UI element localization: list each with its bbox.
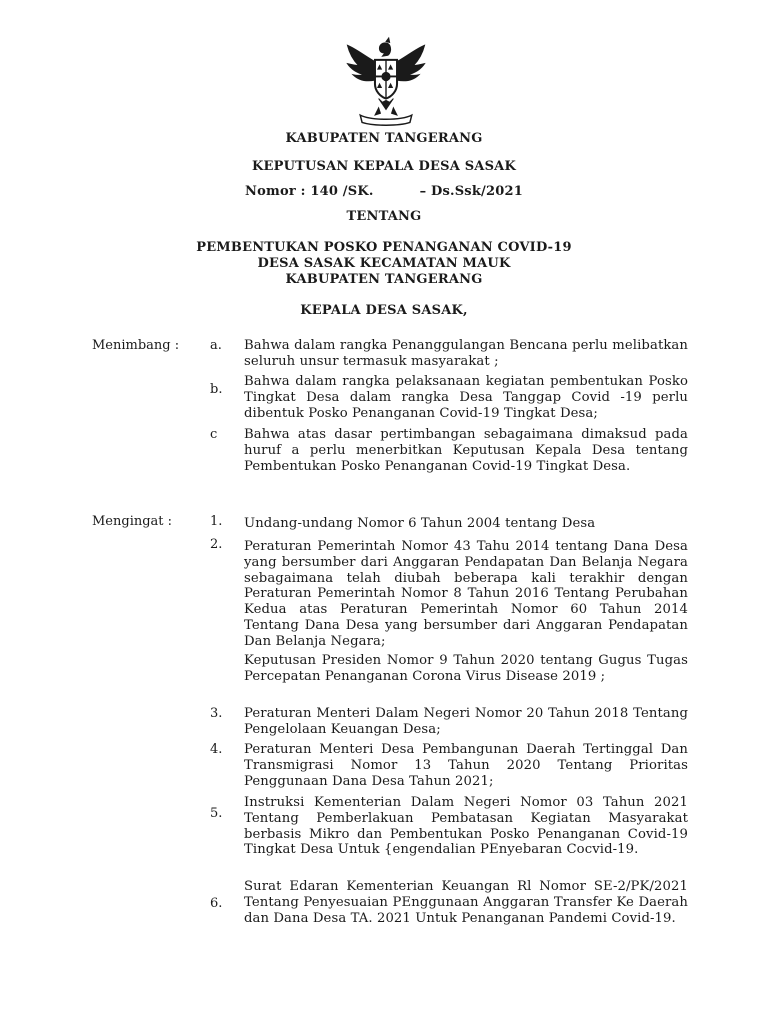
number-suffix: – Ds.Ssk/2021 xyxy=(419,184,523,199)
item-marker: a. xyxy=(210,338,222,353)
subject-line-1: PEMBENTUKAN POSKO PENANGANAN COVID-19 xyxy=(196,240,572,255)
subject-line-2: DESA SASAK KECAMATAN MAUK xyxy=(257,256,511,271)
garuda-emblem-icon xyxy=(340,36,432,128)
menimbang-item-b: Bahwa dalam rangka pelaksanaan kegiatan pembentukan Posko Tingkat Desa dalam rangka Desa Tanggap Covid -19 perlu dibentuk Posko Penanganan Covid-19 Tingkat Desa; xyxy=(244,374,688,421)
item-marker: 2. xyxy=(210,537,223,552)
mengingat-item-1: Undang-undang Nomor 6 Tahun 2004 tentang Desa xyxy=(244,516,596,531)
mengingat-item-keppres: Keputusan Presiden Nomor 9 Tahun 2020 tentang Gugus Tugas Percepatan Penanganan Corona Virus Disease 2019 ; xyxy=(244,653,688,684)
signatory-heading: KEPALA DESA SASAK, xyxy=(300,303,468,318)
item-marker: 3. xyxy=(210,706,223,721)
subject-heading xyxy=(0,240,768,288)
item-marker: c xyxy=(210,427,218,442)
item-marker: b. xyxy=(210,382,223,397)
item-marker: 4. xyxy=(210,742,223,757)
subject-line-3: KABUPATEN TANGERANG xyxy=(285,272,483,287)
menimbang-item-a: Bahwa dalam rangka Penanggulangan Bencana perlu melibatkan seluruh unsur termasuk masyarakat ; xyxy=(244,338,688,369)
item-marker: 6. xyxy=(210,896,223,911)
about-heading: TENTANG xyxy=(346,209,422,224)
menimbang-item-c: Bahwa atas dasar pertimbangan sebagaimana dimaksud pada huruf a perlu menerbitkan Keputusan Kepala Desa tentang Pembentukan Posko Penanganan Covid-19 Tingkat Desa. xyxy=(244,427,688,474)
header-block xyxy=(0,131,768,147)
mengingat-item-5: Instruksi Kementerian Dalam Negeri Nomor 03 Tahun 2021 Tentang Pemberlakuan Pembatasan Kegiatan Masyarakat berbasis Mikro dan Pembentukan Posko Penanganan Covid-19 Tingkat Desa Untuk {engendalian PEnyebaran Cocvid-19. xyxy=(244,795,688,858)
decision-number xyxy=(0,184,768,200)
decision-title: KEPUTUSAN KEPALA DESA SASAK xyxy=(252,159,516,174)
item-marker: 5. xyxy=(210,806,223,821)
mengingat-item-4: Peraturan Menteri Desa Pembangunan Daerah Tertinggal Dan Transmigrasi Nomor 13 Tahun 2020 Tentang Prioritas Penggunaan Dana Desa Tahun 2021; xyxy=(244,742,688,789)
number-label: Nomor : 140 /SK. xyxy=(245,184,374,199)
region-heading: KABUPATEN TANGERANG xyxy=(285,131,483,146)
item-marker: 1. xyxy=(210,514,223,529)
mengingat-item-2: Peraturan Pemerintah Nomor 43 Tahu 2014 tentang Dana Desa yang bersumber dari Anggaran Pendapatan Dan Belanja Negara sebagaimana telah diubah beberapa kali terakhir dengan Peraturan Pemerintah Nomor 8 Tahun 2016 Tentang Perubahan Kedua atas Peraturan Pemerintah Nomor 60 Tahun 2014 Tentang Dana Desa yang bersumber dari Anggaran Pendapatan Dan Belanja Negara; xyxy=(244,539,688,649)
mengingat-item-6: Surat Edaran Kementerian Keuangan Rl Nomor SE-2/PK/2021 Tentang Penyesuaian PEnggunaan Anggaran Transfer Ke Daerah dan Dana Desa TA. 2021 Untuk Penanganan Pandemi Covid-19. xyxy=(244,879,688,926)
menimbang-label: Menimbang : xyxy=(92,338,180,353)
mengingat-label: Mengingat : xyxy=(92,514,173,529)
mengingat-item-3: Peraturan Menteri Dalam Negeri Nomor 20 Tahun 2018 Tentang Pengelolaan Keuangan Desa; xyxy=(244,706,688,737)
